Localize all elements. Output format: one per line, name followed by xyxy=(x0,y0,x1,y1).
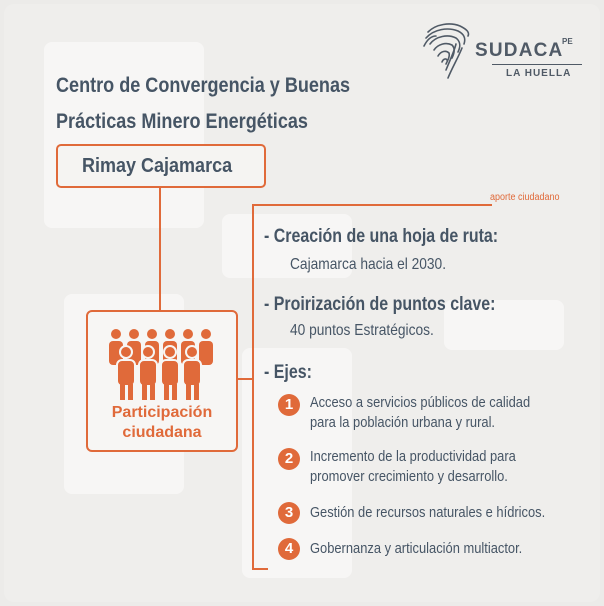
subject-box xyxy=(56,144,266,188)
axis-item-4 xyxy=(310,539,522,559)
axis-item-2 xyxy=(310,447,516,487)
aporte-label: aporte ciudadano xyxy=(490,192,560,203)
logo-suffix: PE xyxy=(562,37,573,46)
bracket-bottom xyxy=(252,568,268,570)
axis-item-line: para la población urbana y rural. xyxy=(310,414,496,431)
bracket-top xyxy=(252,204,492,206)
axis-number-badge: 1 xyxy=(278,394,300,416)
title-line-2: Prácticas Minero Energéticas xyxy=(56,110,308,133)
ghost-panel xyxy=(44,42,204,228)
connector-line xyxy=(238,378,252,380)
item-heading-priorities: - Proirización de puntos clave: xyxy=(264,294,496,315)
ejes-heading: - Ejes: xyxy=(264,362,312,383)
fingerprint-map-icon xyxy=(420,18,476,84)
people-group-icon xyxy=(102,326,222,402)
item-detail-roadmap: Cajamarca hacia el 2030. xyxy=(290,256,447,273)
axis-item-line: Gestión de recursos naturales e hídricos. xyxy=(310,504,546,521)
participation-label-1: Participación xyxy=(111,404,213,421)
axis-number-badge: 2 xyxy=(278,448,300,470)
axis-item-line: promover crecimiento y desarrollo. xyxy=(310,468,508,485)
axis-item-line: Gobernanza y articulación multiactor. xyxy=(310,540,523,557)
subject-label: Rimay Cajamarca xyxy=(82,155,233,177)
axis-item-line: Incremento de la productividad para xyxy=(310,448,516,465)
bracket-line xyxy=(252,204,254,570)
axis-item-1 xyxy=(310,393,530,433)
axis-item-line: Acceso a servicios públicos de calidad xyxy=(310,394,531,411)
logo-tagline: LA HUELLA xyxy=(506,68,572,79)
item-detail-priorities: 40 puntos Estratégicos. xyxy=(290,322,434,339)
sudaca-logo xyxy=(420,18,590,84)
infographic-card xyxy=(4,4,600,602)
title-line-1: Centro de Convergencia y Buenas xyxy=(56,74,351,97)
participation-box xyxy=(86,310,238,452)
item-heading-roadmap: - Creación de una hoja de ruta: xyxy=(264,226,499,247)
participation-label-2: ciudadana xyxy=(122,424,202,441)
axis-item-3 xyxy=(310,503,545,523)
axis-number-badge: 4 xyxy=(278,538,300,560)
logo-name: SUDACA xyxy=(475,40,564,61)
connector-line xyxy=(159,188,161,310)
logo-divider xyxy=(492,64,582,65)
axis-number-badge: 3 xyxy=(278,502,300,524)
